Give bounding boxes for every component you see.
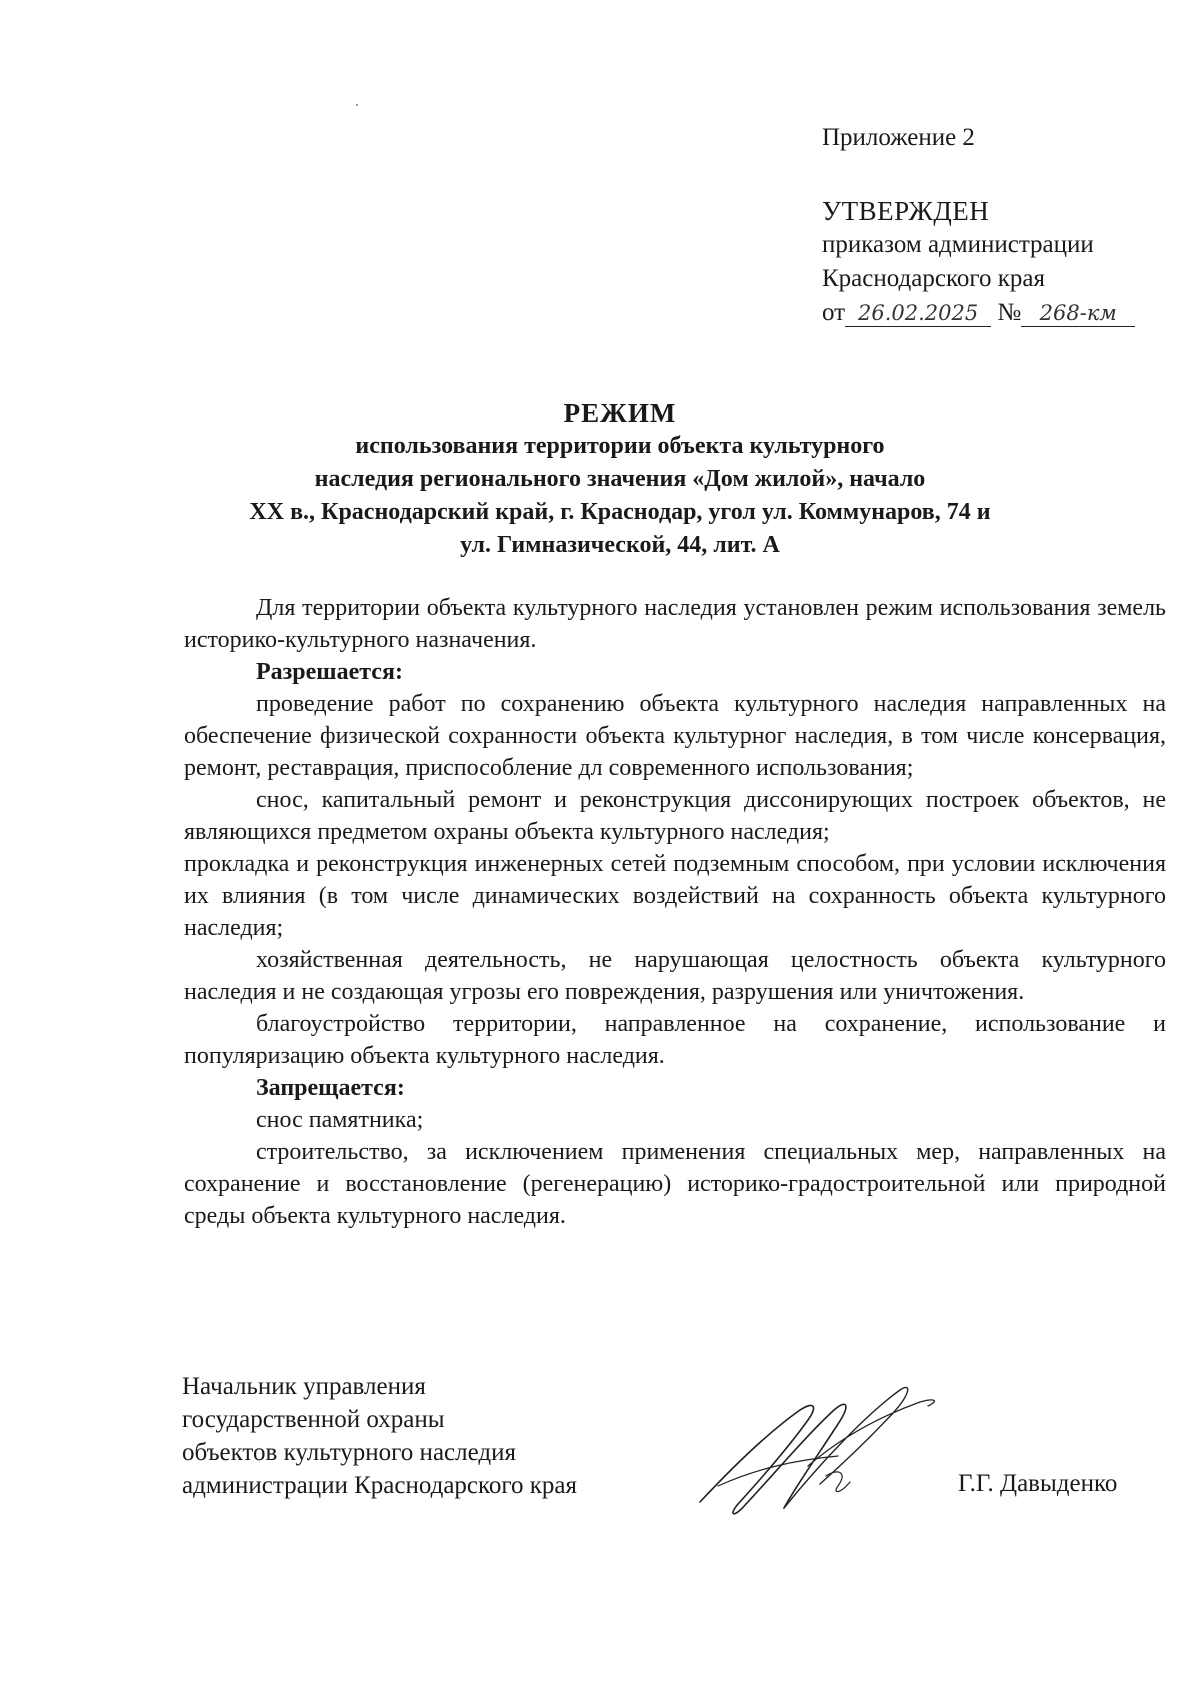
prohibited-item-2: строительство, за исключением применения специальных мер, направленных на сохранение и восстановление (регенерацию) историко-градостроительной или природной среды объекта культурного наследия. bbox=[184, 1139, 1166, 1229]
intro-paragraph: Для территории объекта культурного наследия установлен режим использования земель историко-культурного назначения. bbox=[184, 595, 1166, 653]
allowed-item-1: проведение работ по сохранению объекта культурного наследия направленных на обеспечение физической сохранности объекта культурног наследия, в том числе консервация, ремонт, реставрация, приспособление дл современного использования; bbox=[184, 691, 1166, 781]
title-line-4: ул. Гимназической, 44, лит. А bbox=[460, 532, 780, 558]
approval-block bbox=[822, 194, 1135, 330]
signer-line-4: администрации Краснодарского края bbox=[182, 1472, 578, 1499]
signer-line-1: Начальник управления bbox=[182, 1373, 426, 1400]
allowed-heading: Разрешается: bbox=[256, 659, 403, 685]
allowed-item-5: благоустройство территории, направленное на сохранение, использование и популяризацию объекта культурного наследия. bbox=[184, 1011, 1166, 1069]
allowed-item-3: прокладка и реконструкция инженерных сетей подземным способом, при условии исключения их влияния (в том числе динамических воздействий на сохранность объекта культурного наследия; bbox=[184, 851, 1166, 941]
number-prefix: № bbox=[997, 299, 1022, 326]
signer-line-3: объектов культурного наследия bbox=[182, 1439, 516, 1466]
allowed-item-4: хозяйственная деятельность, не нарушающая целостность объекта культурного наследия и не создающая угрозы его повреждения, разрушения или уничтожения. bbox=[184, 947, 1166, 1005]
handwritten-number: 268-км bbox=[1021, 300, 1135, 327]
handwritten-date: 26.02.2025 bbox=[845, 300, 991, 327]
document-title bbox=[180, 396, 1060, 562]
approval-heading: УТВЕРЖДЕН bbox=[822, 196, 990, 226]
approval-date-row bbox=[822, 296, 1135, 330]
allowed-item-2: снос, капитальный ремонт и реконструкция диссонирующих построек объектов, не являющихся предметом охраны объекта культурного наследия; bbox=[184, 787, 1166, 845]
appendix-label: Приложение 2 bbox=[822, 124, 975, 151]
approval-line-1: приказом администрации bbox=[822, 231, 1094, 258]
date-prefix: от bbox=[822, 299, 846, 326]
signer-name: Г.Г. Давыденко bbox=[958, 1470, 1118, 1497]
approval-line-2: Краснодарского края bbox=[822, 265, 1045, 292]
document-body bbox=[184, 592, 1166, 1232]
signer-position bbox=[182, 1370, 577, 1502]
prohibited-item-1: снос памятника; bbox=[256, 1107, 424, 1133]
title-line-2: наследия регионального значения «Дом жилой», начало bbox=[314, 466, 926, 492]
signer-line-2: государственной охраны bbox=[182, 1406, 445, 1433]
title-main: РЕЖИМ bbox=[563, 398, 677, 428]
title-line-1: использования территории объекта культурного bbox=[355, 433, 885, 459]
scan-speck bbox=[356, 104, 358, 106]
title-line-3: XX в., Краснодарский край, г. Краснодар, угол ул. Коммунаров, 74 и bbox=[249, 499, 991, 525]
prohibited-heading: Запрещается: bbox=[256, 1075, 405, 1101]
handwritten-signature bbox=[688, 1376, 958, 1526]
